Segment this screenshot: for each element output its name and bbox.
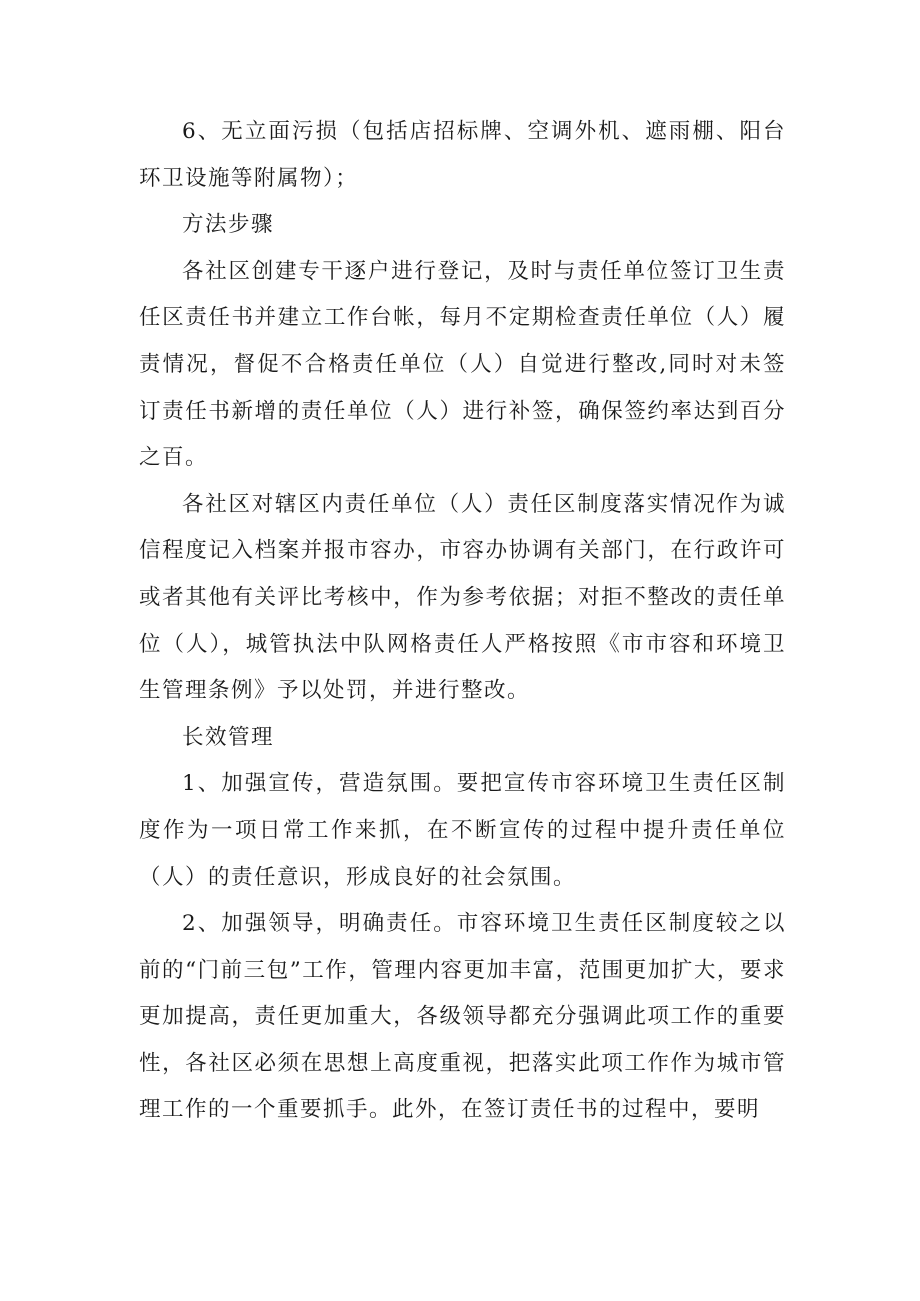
paragraph-publicity: 1、加强宣传，营造氛围。要把宣传市容环境卫生责任区制度作为一项日常工作来抓，在不断宣传的过程中提升责任单位（人）的责任意识，形成良好的社会氛围。	[139, 771, 786, 890]
paragraph-credit-record: 各社区对辖区内责任单位（人）责任区制度落实情况作为诚信程度记入档案并报市容办，市容办协调有关部门，在行政许可或者其他有关评比考核中，作为参考依据；对拒不整改的责任单位（人），城管执法中队网格责任人严格按照《市市容和环境卫生管理条例》予以处罚，并进行整改。	[139, 491, 786, 704]
section-heading-long-term: 长效管理	[182, 724, 275, 750]
paragraph-registration: 各社区创建专干逐户进行登记，及时与责任单位签订卫生责任区责任书并建立工作台帐，每月不定期检查责任单位（人）履责情况，督促不合格责任单位（人）自觉进行整改,同时对未签订责任书新增的责任单位（人）进行补签，确保签约率达到百分之百。	[139, 258, 786, 471]
document-body	[139, 109, 786, 1134]
section-heading-methods: 方法步骤	[182, 212, 275, 238]
paragraph-leadership: 2、加强领导，明确责任。市容环境卫生责任区制度较之以前的“门前三包”工作，管理内容更加丰富，范围更加扩大，要求更加提高，责任更加重大，各级领导都充分强调此项工作的重要性，各社区必须在思想上高度重视，把落实此项工作作为城市管理工作的一个重要抓手。此外，在签订责任书的过程中，要明	[139, 911, 786, 1123]
paragraph-item-6: 6、无立面污损（包括店招标牌、空调外机、遮雨棚、阳台环卫设施等附属物）；	[139, 119, 786, 191]
